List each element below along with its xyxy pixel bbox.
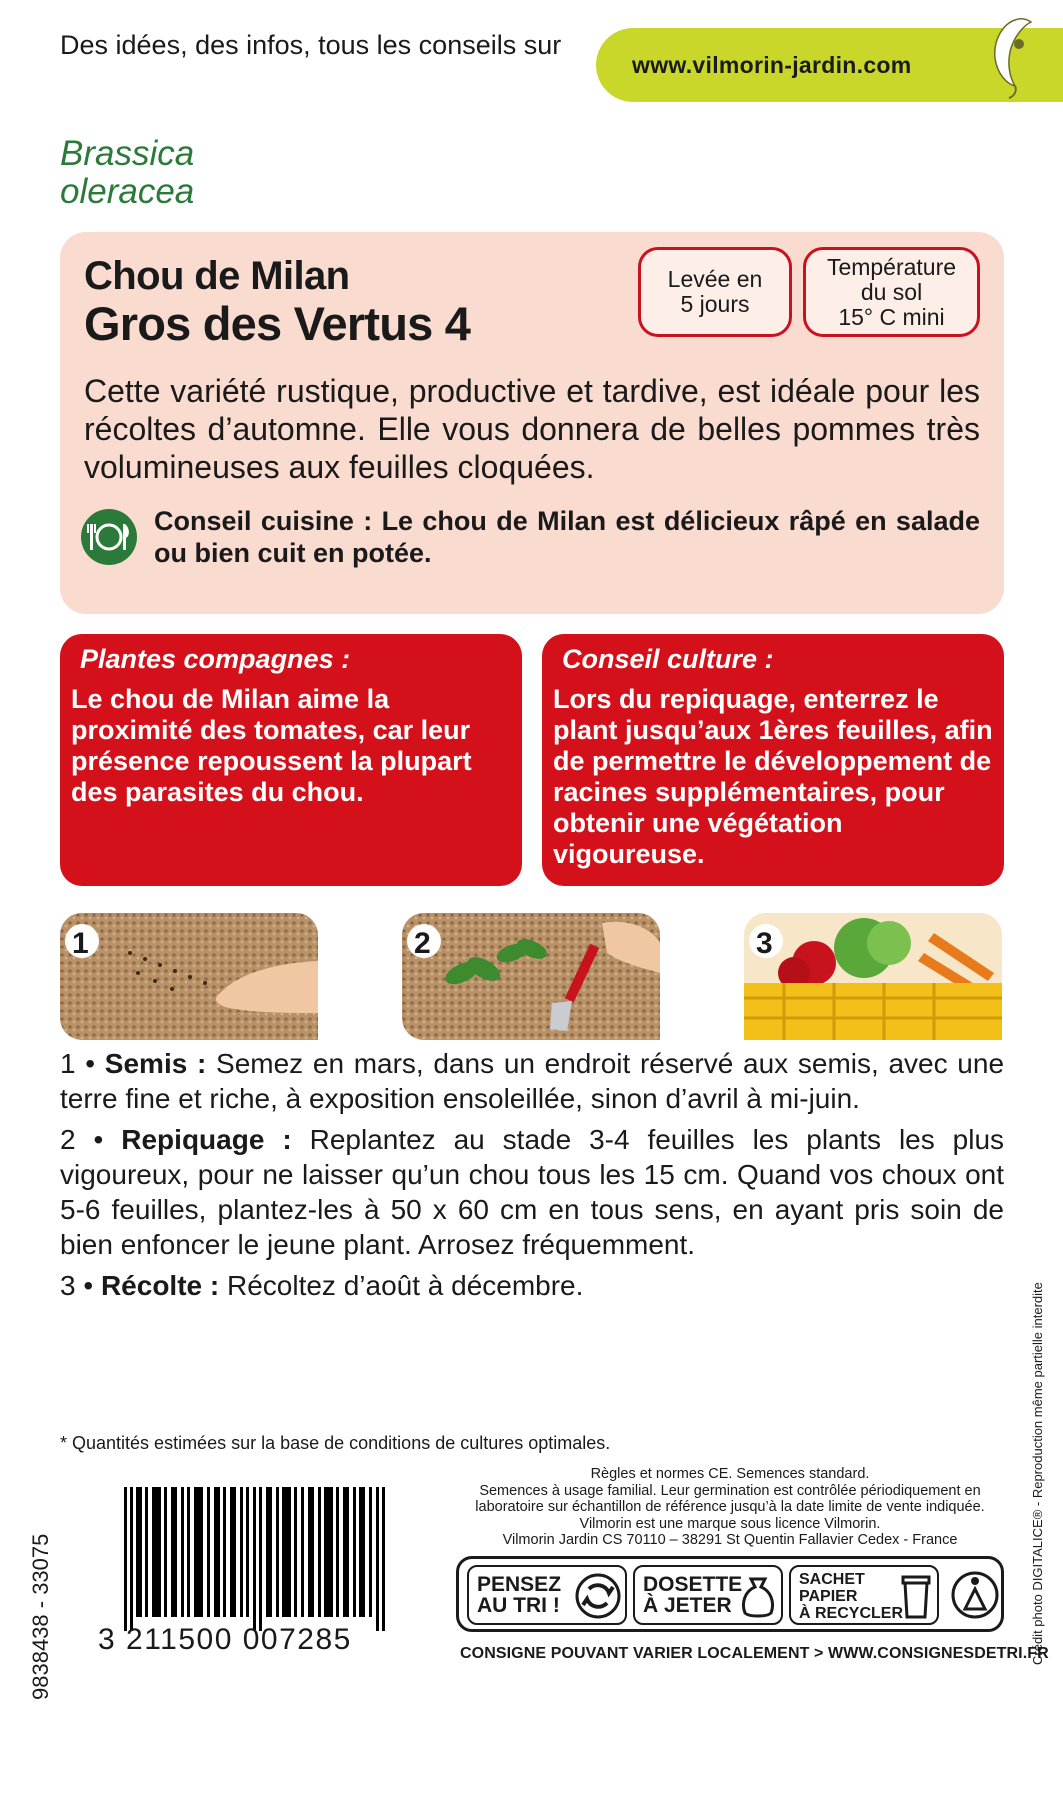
step-3-label: Récolte :: [100, 1270, 220, 1301]
tri-dosette-label: [643, 1574, 742, 1616]
plate-cutlery-icon: [80, 508, 138, 566]
tri-sachet-segment: [789, 1565, 939, 1625]
sowing-illustration: [60, 913, 318, 1040]
badge-line: Température: [826, 253, 957, 280]
germination-badge: [638, 247, 792, 337]
triman-arrows-icon: [575, 1573, 621, 1619]
harvest-basket-illustration: [744, 913, 1002, 1040]
tri-line: À JETER: [643, 1594, 732, 1617]
temperature-badge: [803, 247, 980, 337]
step-2-text: [60, 1122, 1004, 1262]
step-3-number: 3: [60, 1270, 76, 1301]
latin-species: oleracea: [60, 172, 195, 211]
barcode: [124, 1487, 392, 1631]
transplanting-illustration: [402, 913, 660, 1040]
step-1-text: [60, 1046, 1004, 1116]
culture-title: Conseil culture :: [562, 644, 774, 674]
cuisine-tip: Conseil cuisine : Le chou de Milan est délicieux râpé en salade ou bien cuit en potée.: [154, 506, 980, 568]
tri-sachet-label: [799, 1571, 903, 1622]
product-name-line2: Gros des Vertus 4: [84, 297, 471, 350]
latin-genus: Brassica: [60, 134, 195, 173]
step-1-label: Semis :: [104, 1048, 207, 1079]
badge-line: 5 jours: [680, 291, 750, 317]
tri-think-segment: [467, 1565, 627, 1625]
trash-bag-icon: [739, 1575, 777, 1619]
companion-plants-box: [60, 634, 522, 886]
recycling-bin-icon: [899, 1573, 933, 1621]
triman-icon: [951, 1569, 999, 1621]
recycling-info-box: [456, 1556, 1004, 1632]
product-description: Cette variété rustique, productive et tardive, est idéale pour les récoltes d’automne. Elle vous donnera de belles pommes très volumineuses aux feuilles cloquées.: [84, 373, 980, 485]
step-bullet: •: [93, 1124, 104, 1155]
step-bullet: •: [83, 1270, 94, 1301]
badge-line: du sol: [860, 278, 923, 305]
tri-line: PENSEZ: [477, 1573, 562, 1596]
header-tagline: Des idées, des infos, tous les conseils sur: [60, 30, 562, 60]
badge-line: Levée en: [667, 266, 763, 292]
step-bullet: •: [85, 1048, 96, 1079]
steps-instructions: [60, 1046, 1004, 1309]
step-number-2: 2: [414, 927, 431, 960]
tri-line: PAPIER: [799, 1588, 858, 1605]
companion-body: Le chou de Milan aime la proximité des tomates, car leur présence repoussent la plupart des parasites du chou.: [71, 684, 472, 807]
legal-text: [456, 1466, 1004, 1549]
badge-line: 15° C mini: [838, 303, 945, 330]
step-number-1: 1: [72, 927, 89, 960]
step-number-3: 3: [756, 927, 773, 960]
companion-title: Plantes compagnes :: [80, 644, 351, 674]
barcode-number: 3 211500 007285: [98, 1623, 352, 1656]
tri-think-label: [477, 1574, 561, 1616]
step-3-text: [60, 1268, 1004, 1303]
legal-line: Vilmorin est une marque sous licence Vilmorin.: [579, 1515, 881, 1532]
step-2-number: 2: [60, 1124, 76, 1155]
culture-body: Lors du repiquage, enterrez le plant jusqu’aux 1ères feuilles, afin de permettre le développement de racines supplémentaires, pour obtenir une végétation vigoureuse.: [553, 684, 993, 869]
step-1-body: Semez en mars, dans un endroit réservé aux semis, avec une terre fine et riche, à exposition ensoleillée, sinon d’avril à mi-juin.: [60, 1048, 1005, 1114]
culture-tip-box: [542, 634, 1004, 886]
tri-line: AU TRI !: [477, 1594, 560, 1617]
tri-line: À RECYCLER: [799, 1605, 904, 1622]
step-2-body: Replantez au stade 3-4 feuilles les plants les plus vigoureux, pour ne laisser qu’un chou tous les 15 cm. Quand vos choux ont 5-6 feuilles, plantez-les à 50 x 60 cm en tous sens, en ayant pris soin de bien enfoncer le jeune plant. Arrosez fréquemment.: [60, 1124, 1005, 1260]
recycling-footer: CONSIGNE POUVANT VARIER LOCALEMENT > WWW.CONSIGNESDETRI.FR: [460, 1645, 1049, 1662]
latin-name: [60, 135, 194, 211]
product-name-line1: Chou de Milan: [84, 254, 350, 298]
footnote: * Quantités estimées sur la base de conditions de cultures optimales.: [60, 1433, 611, 1453]
tri-line: DOSETTE: [643, 1573, 743, 1596]
tri-line: SACHET: [799, 1571, 865, 1588]
website-url[interactable]: www.vilmorin-jardin.com: [632, 52, 912, 78]
legal-line: Vilmorin Jardin CS 70110 – 38291 St Quentin Fallavier Cedex - France: [502, 1532, 958, 1548]
step-3-body: Récoltez d’août à décembre.: [226, 1270, 584, 1301]
legal-line: Règles et normes CE. Semences standard.: [590, 1466, 870, 1482]
vilmorin-leaf-icon: [985, 14, 1035, 100]
photo-credit: Crédit photo DIGITALICE® - Reproduction même partielle interdite: [1030, 1282, 1045, 1665]
tri-dosette-segment: [633, 1565, 783, 1625]
step-1-number: 1: [60, 1048, 76, 1079]
legal-line: Semences à usage familial. Leur germination est contrôlée périodiquement en laboratoire sur échantillon de référence jusqu’à la date limite de vente indiquée.: [475, 1482, 985, 1515]
step-2-label: Repiquage :: [121, 1124, 292, 1155]
lot-code: 9838438 - 33075: [28, 1533, 53, 1700]
